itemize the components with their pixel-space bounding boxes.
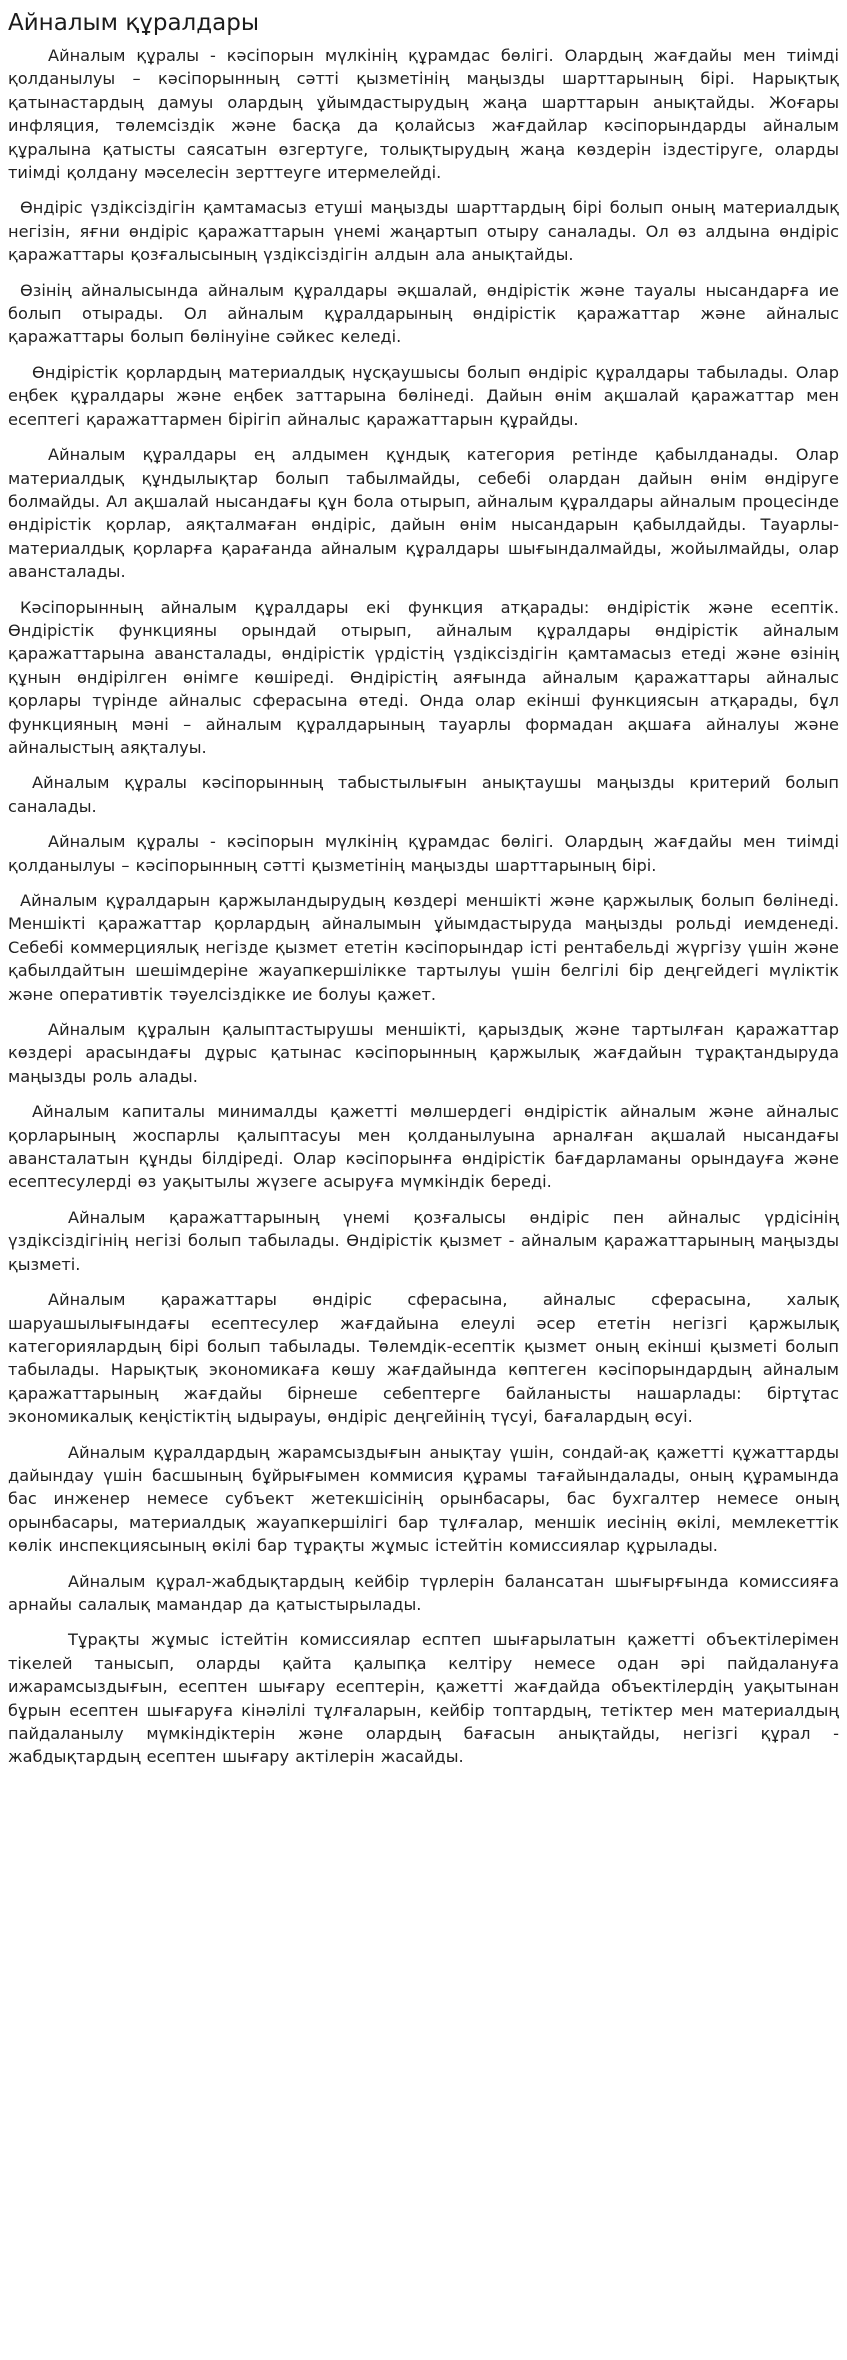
paragraph-8: Айналым құралы - кәсіпорын мүлкінің құрамдас бөлігі. Олардың жағдайы мен тиімді қолданылуы – кәсіпорынның сәтті қызметінің маңызды шарттарының бірі. bbox=[8, 832, 839, 875]
paragraph-14: Айналым құралдардың жарамсыздығын анықтау үшін, сондай-ақ қажетті құжаттарды дайындау үшін басшының бұйрығымен коммисия құрамы тағайындалады, оның құрамында бас инженер немесе субъект жетекшісінің орынбасары, бас бухгалтер немесе оның орынбасары, материалдық жауапкершілігі бар тұлғалар, меншік иесінің өкілі, мемлекеттік көлік инспекциясының өкілі бар тұрақты жұмыс істейтін комиссиялар құрылады. bbox=[8, 1442, 839, 1556]
paragraph-13: Айналым қаражаттары өндіріс сферасына, айналыс сферасына, халық шаруашылығындағы есептесулер жағдайына елеулі әсер ететін негізгі қаржылық категориялардың бірі болып табылады. Төлемдік-есептік қызмет оның екінші қызметі болып табылады. Нарықтық экономикаға көшу жағдайында көптеген кәсіпорындардың айналым қаражаттарының жағдайы бірнеше себептерге байланысты нашарлады: біртұтас экономикалық кеңістіктің ыдырауы, өндіріс деңгейінің түсуі, бағалардың өсуі. bbox=[8, 1290, 839, 1427]
paragraph-2: Өндіріс үздіксіздігін қамтамасыз етуші маңызды шарттардың бірі болып оның материалдық негізін, яғни өндіріс қаражаттарын үнемі жаңартып отыру саналады. Ол өз алдына өндіріс қаражаттары қозғалысының үздіксіздігін алдын ала анықтайды. bbox=[8, 198, 839, 265]
paragraph-7: Айналым құралы кәсіпорынның табыстылығын анықтаушы маңызды критерий болып саналады. bbox=[8, 773, 839, 816]
paragraph-16: Тұрақты жұмыс істейтін комиссиялар есптеп шығарылатын қажетті объектілерімен тікелей танысып, оларды қайта қалыпқа келтіру немесе одан әрі пайдалануға ижарамсыздығын, есептен шығару есептерін, қажетті жағдайда объектілердің уақытынан бұрын есептен шығаруға кінәлілі тұлғаларын, кейбір топтардың, тетіктер мен материалдың пайдаланылу мүмкіндіктерін және олардың бағасын анықтайды, негізгі құрал - жабдықтардың есептен шығару актілерін жасайды. bbox=[8, 1630, 839, 1767]
paragraph-1: Айналым құралы - кәсіпорын мүлкінің құрамдас бөлігі. Олардың жағдайы мен тиімді қолданылуы – кәсіпорынның сәтті қызметінің маңызды шарттарының бірі. Нарықтық қатынастардың дамуы олардың ұйымдастырудың жаңа шарттарын анықтайды. Жоғары инфляция, төлемсіздік және басқа да қолайсыз жағдайлар кәсіпорындарды айналым құралына қатысты саясатын өзгертуге, толықтырудың жаңа көздерін іздестіруге, оларды тиімді қолдану мәселесін зерттеуге итермелейді. bbox=[8, 46, 839, 183]
paragraph-10: Айналым құралын қалыптастырушы меншікті, қарыздық және тартылған қаражаттар көздері арасындағы дұрыс қатынас кәсіпорынның қаржылық жағдайын тұрақтандыруда маңызды роль алады. bbox=[8, 1020, 839, 1086]
paragraph-11: Айналым капиталы минималды қажетті мөлшердегі өндірістік айналым және айналыс қорларының жоспарлы қалыптасуы мен қолданылуына арналған ақшалай нысандағы авансталатын құнды білдіреді. Олар кәсіпорынға өндірістік бағдарламаны орындауға және есептесулерді өз уақытылы жүзеге асыруға мүмкіндік береді. bbox=[8, 1102, 839, 1192]
paragraph-9: Айналым құралдарын қаржыландырудың көздері меншікті және қаржылық болып бөлінеді. Меншікті қаражаттар қорлардың айналымын ұйымдастыруда маңызды рольді иемденеді. Себебі коммерциялық негізде қызмет ететін кәсіпорындар іс​ті рентабельді жүргізу үшін және қабылдайтын шешімдеріне жауапкершілікке тартылуы үшін белгілі бір деңгейдегі мүліктік және оперативтік тәуелсіздікке ие болуы қажет. bbox=[8, 891, 839, 1004]
page-title: Айналым құралдары bbox=[8, 10, 259, 36]
paragraph-15: Айналым құрал-жабдықтардың кейбір түрлерін балансатан шығырғында комиссияға арнайы салалық мамандар да қатыстырылады. bbox=[8, 1571, 839, 1614]
paragraph-5: Айналым құралдары ең алдымен құндық категория ретінде қабылданады. Олар материалдық құндылықтар болып табылмайды, себебі олардан дайын өнім өндіруге болмайды. Ал ақшалай нысандағы құн бола отырып, айналым құралдары айналым процесінде өндірістік қорлар, аяқталмаған өндіріс, дайын өнім нысандарын қабылдайды. Тауарлы-материалдық қорларға қарағанда айналым құралдары шығындалмайды, жойылмайды, олар авансталады. bbox=[8, 445, 839, 582]
paragraph-3: Өзінің айналысында айналым құралдары әқшалай, өндірістік және тауалы нысандарға ие болып отырады. Ол айналым құралдарының өндірістік қаражаттар және айналыс қаражаттары болып бөлінуіне сәйкес келеді. bbox=[8, 280, 839, 347]
paragraph-4: Өндірістік қорлардың материалдық нұсқаушысы болып өндіріс құралдары табылады. Олар еңбек құралдары және еңбек заттарына бөлінеді. Дайын өнім ақшалай қаражаттар мен есептегі қаражаттармен бірігіп айналыс қаражаттарын құрайды. bbox=[8, 362, 839, 429]
paragraph-6: Кәсіпорынның айналым құралдары екі функция атқарады: өндірістік және есептік. Өндірістік функцияны орындай отырып, айналым құралдары өндірістік айналым қаражаттарына авансталады, өндірістік үрдістің үздіксіздігін қамтамасыз етеді және өзінің құнын өндірілген өнімге көшіреді. Өндірістің аяғында айналым қаражаттары айналыс қорлары түрінде айналыс сферасына өтеді. Онда олар екінші функциясын атқарады, бұл функцияның мәні – айналым құралдарының тауарлы формадан ақшаға айналуы және айналыстың аяқталуы. bbox=[8, 597, 839, 757]
paragraph-12: Айналым қаражаттарының үнемі қозғалысы өндіріс пен айналыс үрдісінің үздіксіздігінің негізі болып табылады. Өндірістік қызмет - айналым қаражаттарының маңызды қызметі. bbox=[8, 1207, 839, 1274]
